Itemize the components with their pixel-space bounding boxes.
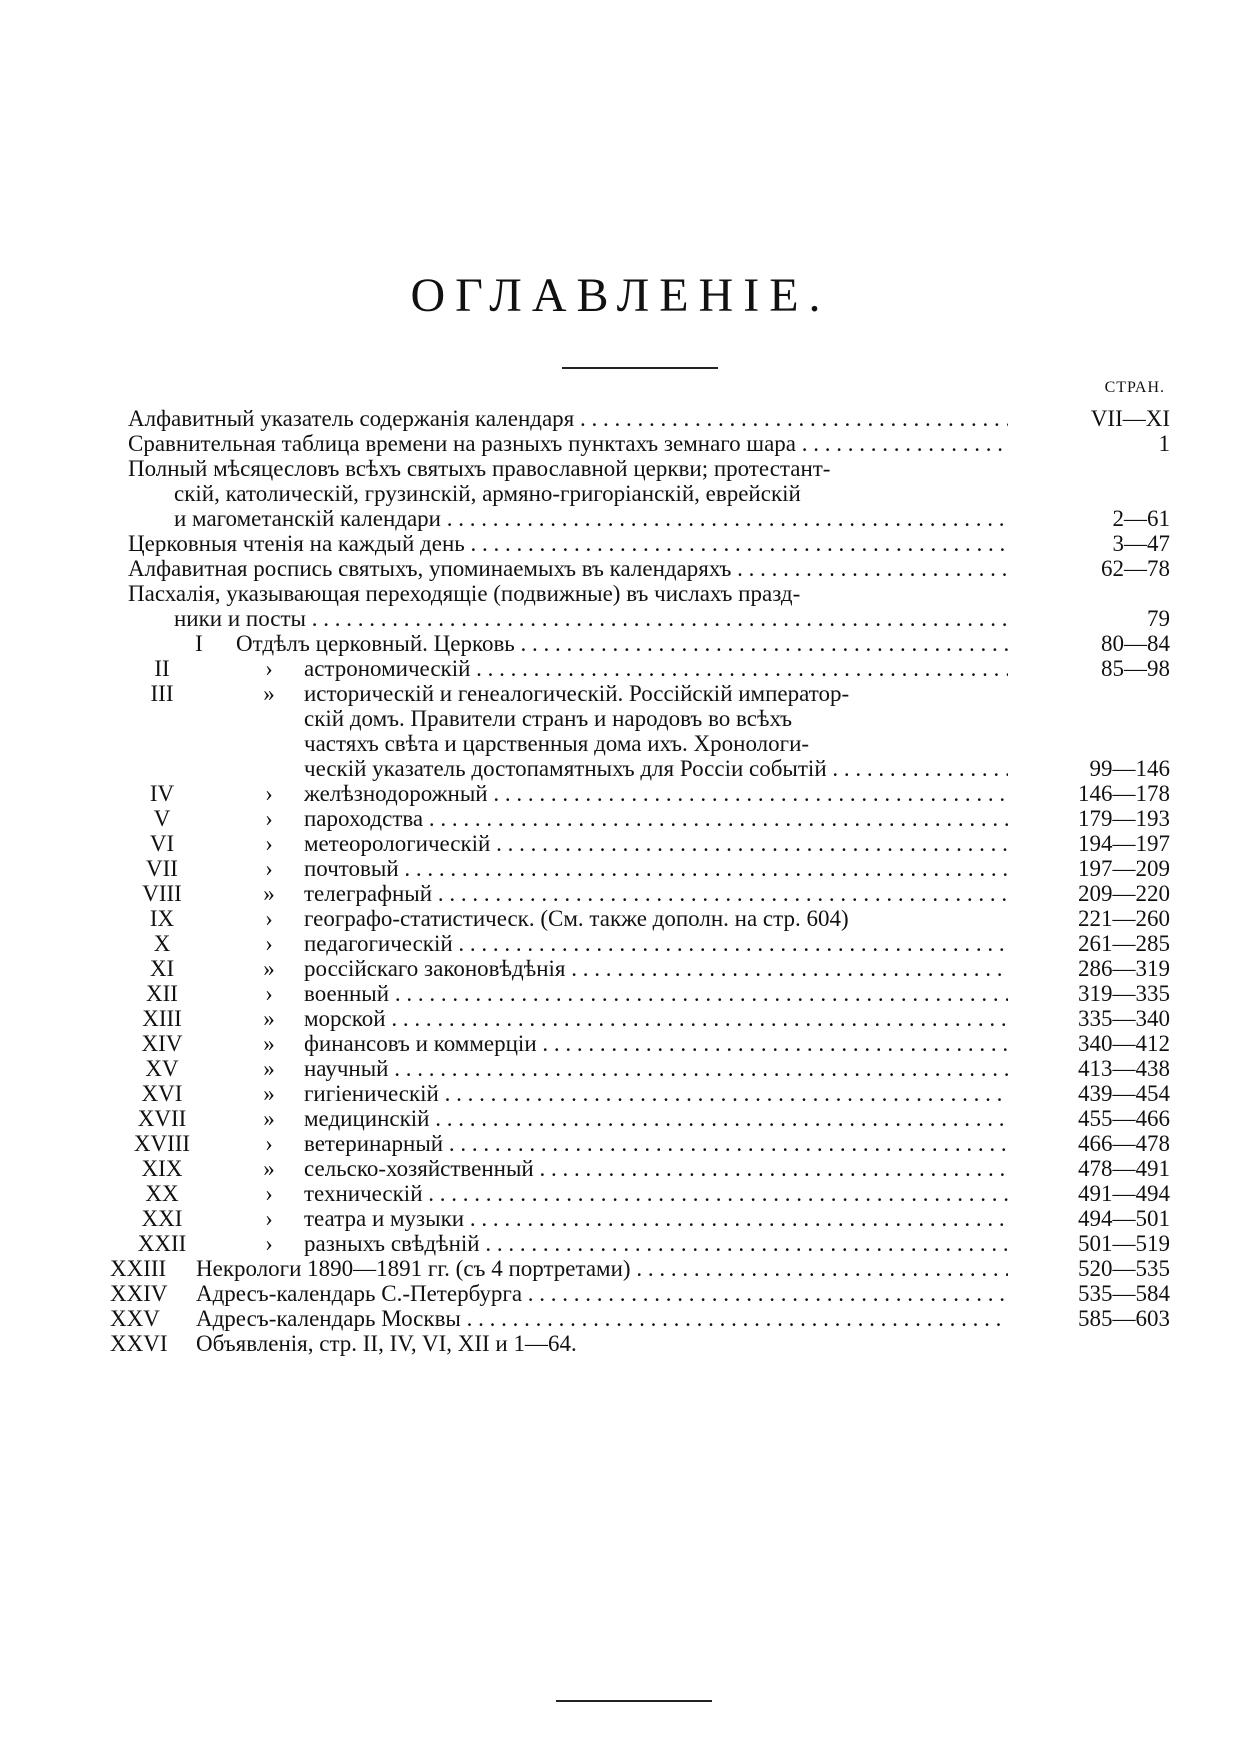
- toc-row: [110, 581, 1170, 606]
- ditto-mark: ›: [265, 1206, 273, 1231]
- ditto-mark: ›: [265, 906, 273, 931]
- section-number: IV: [149, 781, 175, 806]
- entry-pages: 80—84: [1101, 631, 1170, 656]
- toc-row: [110, 1031, 1170, 1056]
- section-number: III: [150, 681, 174, 706]
- section-number: V: [153, 806, 171, 831]
- toc-row: [110, 1331, 1170, 1356]
- entry-pages: 585—603: [1078, 1306, 1170, 1331]
- toc-row: [110, 481, 1170, 506]
- section-number: XXV: [110, 1306, 160, 1331]
- entry-pages: 1: [1158, 431, 1170, 456]
- entry-text: и магометанскій календари . . .: [174, 506, 1008, 531]
- entry-pages: 85—98: [1101, 656, 1170, 681]
- toc-row: [110, 706, 1170, 731]
- ditto-mark: ›: [265, 781, 273, 806]
- toc-row: [110, 756, 1170, 781]
- ditto-mark: ›: [265, 1231, 273, 1256]
- section-number: XII: [146, 981, 178, 1006]
- ditto-mark: »: [263, 681, 275, 706]
- toc-row: [110, 781, 1170, 806]
- toc-row: [110, 1281, 1170, 1306]
- entry-text: желѣзнодорожный . . .: [304, 781, 1008, 806]
- entry-text: Сравнительная таблица времени на разныхъ пунктахъ земнаго шара . . .: [128, 431, 1008, 456]
- entry-text: морской . . .: [304, 1006, 1008, 1031]
- entry-pages: 455—466: [1078, 1106, 1170, 1131]
- entry-pages: 335—340: [1078, 1006, 1170, 1031]
- entry-pages: 478—491: [1078, 1156, 1170, 1181]
- section-number: XVI: [141, 1081, 183, 1106]
- entry-text: телеграфный . . .: [304, 881, 1008, 906]
- section-number: XI: [149, 956, 175, 981]
- toc-row: [110, 456, 1170, 481]
- entry-pages: 209—220: [1078, 881, 1170, 906]
- entry-pages: 197—209: [1078, 856, 1170, 881]
- entry-text: Алфавитная роспись святыхъ, упоминаемыхъ въ календаряхъ . . .: [128, 556, 1008, 581]
- toc-row: [110, 631, 1170, 656]
- toc-row: [110, 1081, 1170, 1106]
- entry-text: частяхъ свѣта и царственныя дома ихъ. Хронологи-: [304, 731, 810, 756]
- table-of-contents: [110, 406, 1170, 1356]
- entry-text: гигіеническій . . .: [304, 1081, 1008, 1106]
- entry-text: Объявленія, стр. II, IV, VI, XII и 1—64.: [196, 1331, 577, 1356]
- toc-row: [110, 1006, 1170, 1031]
- entry-pages: 62—78: [1101, 556, 1170, 581]
- section-number: XX: [145, 1181, 179, 1206]
- entry-pages: 340—412: [1078, 1031, 1170, 1056]
- entry-pages: 194—197: [1078, 831, 1170, 856]
- toc-row: [110, 606, 1170, 631]
- toc-row: [110, 506, 1170, 531]
- entry-pages: 413—438: [1078, 1056, 1170, 1081]
- section-number: XIX: [141, 1156, 183, 1181]
- entry-text: Пасхалія, указывающая переходящіе (подвижные) въ числахъ празд-: [128, 581, 801, 606]
- entry-pages: 286—319: [1078, 956, 1170, 981]
- entry-pages: 319—335: [1078, 981, 1170, 1006]
- entry-text: педагогическій . . .: [304, 931, 1008, 956]
- toc-row: [110, 431, 1170, 456]
- entry-pages: 146—178: [1078, 781, 1170, 806]
- entry-pages: 221—260: [1078, 906, 1170, 931]
- entry-pages: 494—501: [1078, 1206, 1170, 1231]
- ditto-mark: ›: [265, 1181, 273, 1206]
- section-number: IX: [149, 906, 175, 931]
- entry-pages: 439—454: [1078, 1081, 1170, 1106]
- toc-row: [110, 1206, 1170, 1231]
- ditto-mark: »: [263, 881, 275, 906]
- entry-text: ческій указатель достопамятныхъ для Россіи событій . . .: [304, 756, 1008, 781]
- section-number: XIII: [142, 1006, 182, 1031]
- toc-row: [110, 1131, 1170, 1156]
- ditto-mark: ›: [265, 1131, 273, 1156]
- page-title: ОГЛАВЛЕНІЕ.: [410, 269, 831, 322]
- section-number: I: [195, 631, 203, 656]
- entry-text: ники и посты . . .: [174, 606, 1008, 631]
- entry-text: почтовый . . .: [304, 856, 1008, 881]
- entry-text: разныхъ свѣдѣній . . .: [304, 1231, 1008, 1256]
- toc-row: [110, 831, 1170, 856]
- ditto-mark: ›: [265, 806, 273, 831]
- ditto-mark: »: [263, 956, 275, 981]
- entry-pages: 501—519: [1078, 1231, 1170, 1256]
- toc-row: [110, 656, 1170, 681]
- section-number: XXIII: [110, 1256, 167, 1281]
- entry-text: ветеринарный . . .: [304, 1131, 1008, 1156]
- title-divider: [562, 367, 718, 369]
- entry-pages: 261—285: [1078, 931, 1170, 956]
- ditto-mark: ›: [265, 981, 273, 1006]
- ditto-mark: ›: [265, 656, 273, 681]
- entry-text: пароходства . . .: [304, 806, 1008, 831]
- entry-pages: VII—XI: [1090, 406, 1170, 431]
- ditto-mark: »: [263, 1006, 275, 1031]
- entry-pages: 466—478: [1078, 1131, 1170, 1156]
- ditto-mark: »: [263, 1156, 275, 1181]
- entry-text: Адресъ-календарь Москвы . . .: [196, 1306, 1008, 1331]
- pages-column-header: СТРАН.: [1104, 379, 1165, 396]
- entry-pages: 179—193: [1078, 806, 1170, 831]
- section-number: XXI: [141, 1206, 183, 1231]
- entry-text: финансовъ и коммерціи . . .: [304, 1031, 1008, 1056]
- entry-text: Алфавитный указатель содержанія календаря . . .: [128, 406, 1008, 431]
- entry-pages: 99—146: [1089, 756, 1170, 781]
- section-number: VII: [146, 856, 178, 881]
- toc-row: [110, 681, 1170, 706]
- entry-text: астрономическій . . .: [304, 656, 1008, 681]
- toc-row: [110, 956, 1170, 981]
- toc-row: [110, 1106, 1170, 1131]
- entry-text: Адресъ-календарь С.-Петербурга . . .: [196, 1281, 1008, 1306]
- entry-text: Церковныя чтенія на каждый день . . .: [128, 531, 1008, 556]
- section-number: II: [154, 656, 170, 681]
- toc-row: [110, 981, 1170, 1006]
- entry-text: скій, католическій, грузинскій, армяно-григоріанскій, еврейскій: [174, 481, 801, 506]
- section-number: XVII: [137, 1106, 187, 1131]
- toc-row: [110, 1056, 1170, 1081]
- entry-text: военный . . .: [304, 981, 1008, 1006]
- entry-text: историческій и генеалогическій. Россійскій император-: [304, 681, 850, 706]
- section-number: XV: [145, 1056, 179, 1081]
- entry-text: Полный мѣсяцесловъ всѣхъ святыхъ православной церкви; протестант-: [128, 456, 831, 481]
- entry-pages: 2—61: [1112, 506, 1170, 531]
- entry-text: театра и музыки . . .: [304, 1206, 1008, 1231]
- entry-text: сельско-хозяйственный . . .: [304, 1156, 1008, 1181]
- toc-row: [110, 1181, 1170, 1206]
- ditto-mark: »: [263, 1056, 275, 1081]
- entry-pages: 3—47: [1112, 531, 1170, 556]
- toc-row: [110, 881, 1170, 906]
- toc-row: [110, 1156, 1170, 1181]
- toc-row: [110, 1231, 1170, 1256]
- ditto-mark: »: [263, 1031, 275, 1056]
- ditto-mark: ›: [265, 931, 273, 956]
- toc-row: [110, 731, 1170, 756]
- section-number: X: [153, 931, 171, 956]
- entry-text: россійскаго законовѣдѣнія . . .: [304, 956, 1008, 981]
- toc-row: [110, 1306, 1170, 1331]
- entry-text: медицинскій . . .: [304, 1106, 1008, 1131]
- toc-row: [110, 556, 1170, 581]
- toc-row: [110, 931, 1170, 956]
- toc-row: [110, 531, 1170, 556]
- toc-row: [110, 856, 1170, 881]
- ditto-mark: »: [263, 1081, 275, 1106]
- toc-row: [110, 906, 1170, 931]
- section-number: XIV: [141, 1031, 183, 1056]
- entry-pages: 520—535: [1078, 1256, 1170, 1281]
- entry-pages: 491—494: [1078, 1181, 1170, 1206]
- section-number: XVIII: [133, 1131, 191, 1156]
- ditto-mark: ›: [265, 831, 273, 856]
- entry-text: Отдѣлъ церковный. Церковь . . .: [236, 631, 1008, 656]
- entry-text: скій домъ. Правители странъ и народовъ во всѣхъ: [304, 706, 792, 731]
- entry-text: научный . . .: [304, 1056, 1008, 1081]
- section-number: XXIV: [110, 1281, 168, 1306]
- toc-row: [110, 1256, 1170, 1281]
- entry-text: географо-статистическ. (См. также дополн. на стр. 604): [304, 906, 849, 931]
- section-number: XXII: [137, 1231, 187, 1256]
- entry-text: техническій . . .: [304, 1181, 1008, 1206]
- ditto-mark: ›: [265, 856, 273, 881]
- entry-pages: 535—584: [1078, 1281, 1170, 1306]
- footer-divider: [556, 1700, 712, 1702]
- entry-text: Некрологи 1890—1891 гг. (съ 4 портретами) . . .: [196, 1256, 1008, 1281]
- section-number: VIII: [142, 881, 182, 906]
- entry-text: метеорологическій . . .: [304, 831, 1008, 856]
- toc-row: [110, 406, 1170, 431]
- toc-row: [110, 806, 1170, 831]
- ditto-mark: »: [263, 1106, 275, 1131]
- entry-pages: 79: [1147, 606, 1170, 631]
- section-number: XXVI: [110, 1331, 168, 1356]
- section-number: VI: [149, 831, 175, 856]
